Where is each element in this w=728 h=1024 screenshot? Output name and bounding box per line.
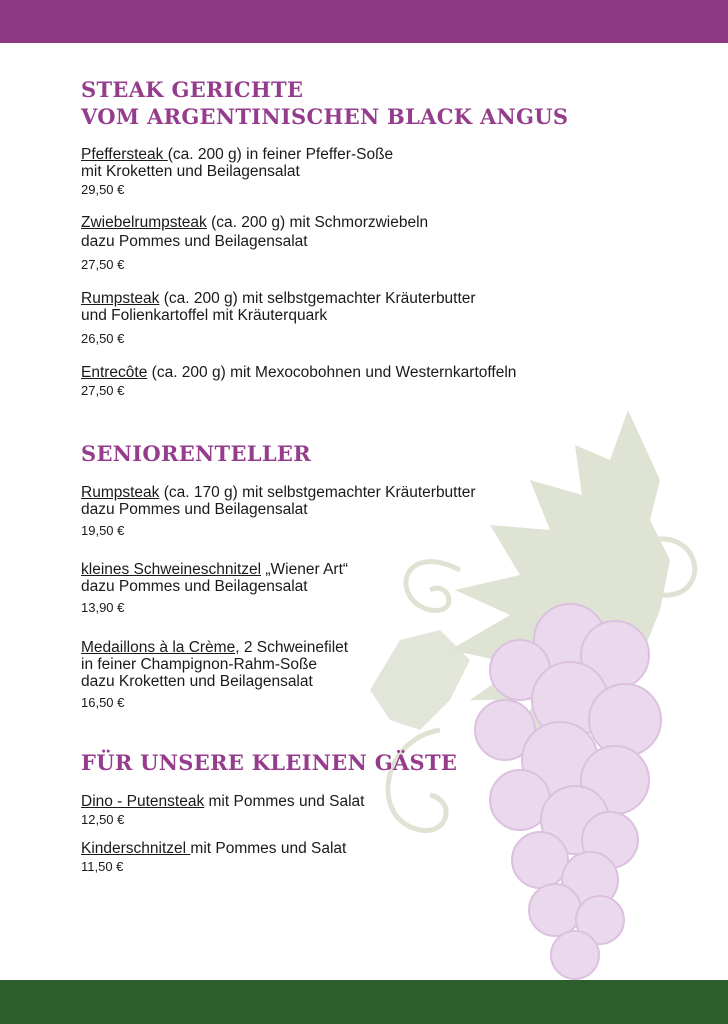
- item-name: Kinderschnitzel: [81, 840, 191, 857]
- item-price: 29,50 €: [81, 182, 125, 197]
- item-desc: mit Pommes und Salat: [190, 840, 347, 857]
- item-price: 11,50 €: [81, 859, 124, 874]
- item-desc: (ca. 200 g) in feiner Pfeffer-Soße: [167, 146, 394, 163]
- section-title: [81, 440, 701, 467]
- menu-item: [81, 146, 701, 198]
- item-price: 27,50 €: [81, 257, 125, 272]
- item-desc: mit Kroketten und Beilagensalat: [81, 163, 300, 180]
- section-title-line: VOM ARGENTINISCHEN BLACK ANGUS: [81, 104, 569, 129]
- menu-item: [81, 214, 701, 273]
- item-price: 27,50 €: [81, 383, 125, 398]
- item-name: Rumpsteak: [81, 484, 160, 501]
- menu-item: [81, 484, 701, 539]
- menu-item: [81, 561, 701, 616]
- item-name: Zwiebelrumpsteak: [81, 214, 207, 231]
- top-color-bar: [0, 0, 728, 43]
- section-title: [81, 76, 701, 130]
- item-price: 16,50 €: [81, 695, 125, 710]
- section-senioren: [81, 440, 701, 711]
- item-desc: in feiner Champignon-Rahm-Soße: [81, 656, 318, 673]
- item-name: Medaillons à la Crème: [81, 639, 236, 656]
- section-title-line: SENIORENTELLER: [81, 441, 311, 466]
- menu-item: [81, 793, 701, 828]
- section-title-line: STEAK GERICHTE: [81, 77, 304, 102]
- item-desc: dazu Pommes und Beilagensalat: [81, 578, 308, 595]
- section-steak: [81, 76, 701, 399]
- section-title-line: FÜR UNSERE KLEINEN GÄSTE: [81, 750, 458, 775]
- item-desc: „Wiener Art“: [261, 561, 349, 578]
- grape: [529, 884, 581, 936]
- item-desc: mit Pommes und Salat: [204, 793, 365, 810]
- menu-item: [81, 639, 701, 711]
- item-desc: (ca. 200 g) mit selbstgemachter Kräuterbutter: [159, 290, 476, 307]
- item-name: Dino - Putensteak: [81, 793, 205, 810]
- section-kinder: [81, 749, 701, 875]
- item-desc: dazu Pommes und Beilagensalat: [81, 233, 308, 250]
- item-name: Rumpsteak: [81, 290, 160, 307]
- item-desc: (ca. 200 g) mit Mexocobohnen und Westernkartoffeln: [147, 364, 517, 381]
- item-name: Pfeffersteak: [81, 146, 168, 163]
- menu-item: [81, 364, 701, 399]
- item-name: Entrecôte: [81, 364, 148, 381]
- item-price: 19,50 €: [81, 523, 125, 538]
- item-desc: dazu Pommes und Beilagensalat: [81, 501, 308, 518]
- item-price: 26,50 €: [81, 331, 125, 346]
- menu-item: [81, 290, 701, 347]
- menu-item: [81, 840, 701, 875]
- menu-content: [81, 76, 701, 875]
- item-desc: dazu Kroketten und Beilagensalat: [81, 673, 313, 690]
- item-price: 12,50 €: [81, 812, 125, 827]
- grape: [551, 931, 599, 979]
- item-desc: (ca. 170 g) mit selbstgemachter Kräuterbutter: [159, 484, 476, 501]
- section-title: [81, 749, 701, 776]
- item-desc: und Folienkartoffel mit Kräuterquark: [81, 307, 328, 324]
- item-desc: (ca. 200 g) mit Schmorzwiebeln: [206, 214, 429, 231]
- item-price: 13,90 €: [81, 600, 125, 615]
- item-desc: , 2 Schweinefilet: [235, 639, 349, 656]
- item-name: kleines Schweineschnitzel: [81, 561, 262, 578]
